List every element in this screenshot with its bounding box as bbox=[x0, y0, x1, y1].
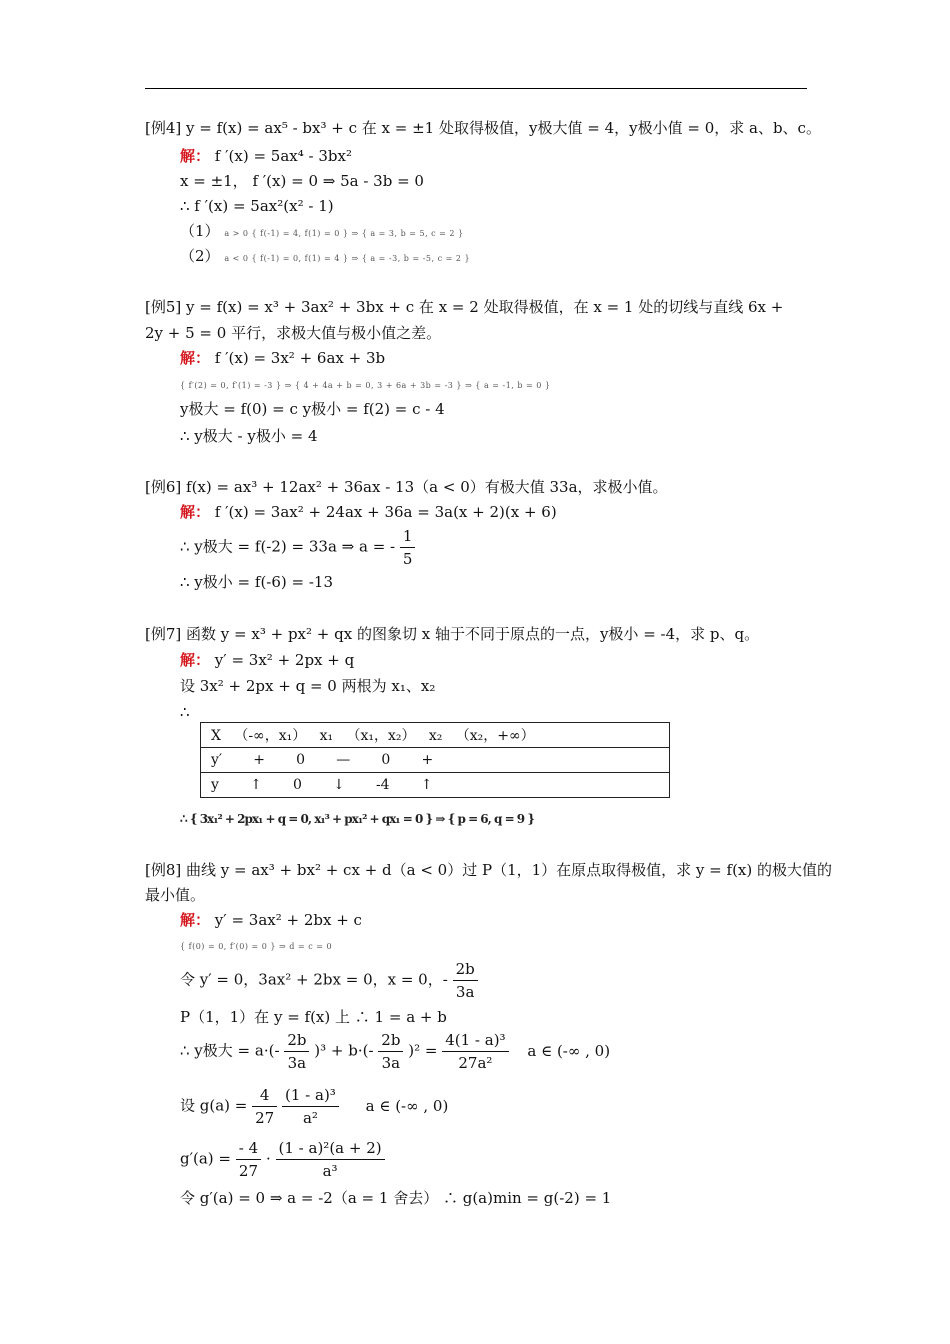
case-2-formula: a < 0 { f(-1) = 0, f(1) = 4 } ⇒ { a = -3, b = -5, c = 2 } bbox=[224, 254, 471, 263]
table-row bbox=[201, 723, 670, 748]
fraction-numerator: - 4 bbox=[236, 1137, 261, 1160]
line-6-domain: a ∈ (-∞ , 0) bbox=[365, 1096, 449, 1115]
example-6-line-1: f ′(x) = 3ax² + 24ax + 36a = 3a(x + 2)(x + 6) bbox=[214, 503, 557, 521]
example-8-line-8: 令 g′(a) = 0 ⇒ a = -2（a = 1 舍去） ∴ g(a)min = g(-2) = 1 bbox=[180, 1189, 612, 1207]
example-5-line-1: f ′(x) = 3x² + 6ax + 3b bbox=[214, 349, 386, 367]
fraction-2b-3a bbox=[284, 1029, 309, 1074]
fraction-numerator: 2b bbox=[378, 1029, 403, 1052]
table-cell: X （-∞，x₁） x₁ （x₁，x₂） x₂ （x₂，+∞） bbox=[201, 723, 670, 748]
solution-label: 解： bbox=[180, 503, 211, 521]
table-cell: y ↑ 0 ↓ -4 ↑ bbox=[201, 773, 670, 798]
example-6-line-3: ∴ y极小 = f(-6) = -13 bbox=[180, 573, 334, 591]
example-4-title: [例4] y = f(x) = ax⁵ - bx³ + c 在 x = ±1 处取得极值，y极大值 = 4，y极小值 = 0，求 a、b、c。 bbox=[145, 119, 821, 137]
example-4-case-2 bbox=[180, 246, 470, 269]
example-4-solution bbox=[180, 146, 352, 166]
example-8-solution bbox=[180, 910, 362, 930]
fraction-2b-3a bbox=[453, 958, 478, 1003]
example-7-solution bbox=[180, 650, 354, 670]
fraction-g bbox=[282, 1084, 339, 1129]
example-7-line-1: y′ = 3x² + 2px + q bbox=[214, 651, 355, 669]
table-cell: y′ + 0 — 0 + bbox=[201, 748, 670, 773]
fraction-denominator: 27 bbox=[238, 1162, 259, 1180]
line-6-part-a: 设 g(a) = bbox=[180, 1096, 248, 1115]
line-5-part-b: )³ + b·(- bbox=[314, 1041, 374, 1060]
example-8-line-4: P（1，1）在 y = f(x) 上 ∴ 1 = a + b bbox=[180, 1008, 447, 1026]
solution-label: 解： bbox=[180, 651, 211, 669]
example-7-line-2: 设 3x² + 2px + q = 0 两根为 x₁、x₂ bbox=[180, 677, 436, 695]
fraction-denominator: 3a bbox=[381, 1054, 401, 1072]
example-5-system: { f′(2) = 0, f′(1) = -3 } ⇒ { 4 + 4a + b = 0, 3 + 6a + 3b = -3 } ⇒ { a = -1, b = 0 } bbox=[180, 381, 551, 390]
fraction-one-fifth bbox=[400, 525, 416, 570]
fraction-4-27 bbox=[252, 1084, 277, 1129]
fraction-2b-3a bbox=[378, 1029, 403, 1074]
example-4-case-1 bbox=[180, 221, 464, 244]
fraction-neg4-27 bbox=[236, 1137, 261, 1182]
example-8-title-line-1: [例8] 曲线 y = ax³ + bx² + cx + d（a < 0）过 P（1，1）在原点取得极值，求 y = f(x) 的极大值的 bbox=[145, 861, 832, 879]
example-8-line-3 bbox=[180, 958, 478, 1003]
example-8-line-1: y′ = 3ax² + 2bx + c bbox=[214, 911, 362, 929]
example-4-line-3: ∴ f ′(x) = 5ax²(x² - 1) bbox=[180, 197, 334, 215]
example-7-line-3 bbox=[180, 808, 534, 829]
example-8-line-2 bbox=[180, 934, 332, 957]
line-5-part-c: )² = bbox=[408, 1041, 438, 1060]
multiplication-dot: · bbox=[265, 1149, 271, 1168]
example-5-title-line-2: 2y + 5 = 0 平行，求极大值与极小值之差。 bbox=[145, 324, 442, 342]
fraction-numerator: 1 bbox=[400, 525, 416, 548]
fraction-numerator: (1 - a)³ bbox=[282, 1084, 339, 1107]
solution-label: 解： bbox=[180, 349, 211, 367]
top-rule bbox=[145, 88, 807, 89]
solution-label: 解： bbox=[180, 911, 211, 929]
example-6-solution bbox=[180, 502, 557, 522]
fraction-ymax bbox=[442, 1029, 508, 1074]
example-7-title: [例7] 函数 y = x³ + px² + qx 的图象切 x 轴于不同于原点的一点，y极小 = -4，求 p、q。 bbox=[145, 625, 760, 643]
therefore-symbol: ∴ bbox=[180, 703, 190, 721]
fraction-denominator: 27 bbox=[255, 1109, 275, 1127]
example-8-line-6 bbox=[180, 1084, 448, 1129]
example-4-line-1: f ′(x) = 5ax⁴ - 3bx² bbox=[214, 147, 352, 165]
sign-table bbox=[200, 722, 670, 798]
case-1-formula: a > 0 { f(-1) = 4, f(1) = 0 } ⇒ { a = 3, b = 5, c = 2 } bbox=[224, 229, 464, 238]
fraction-denominator: 3a bbox=[287, 1054, 307, 1072]
example-5-line-3: y极大 = f(0) = c y极小 = f(2) = c - 4 bbox=[180, 400, 445, 418]
example-4-line-2: x = ±1， f ′(x) = 0 ⇒ 5a - 3b = 0 bbox=[180, 172, 424, 190]
fraction-numerator: 4 bbox=[252, 1084, 277, 1107]
fraction-denominator: a² bbox=[302, 1109, 318, 1127]
fraction-numerator: 2b bbox=[453, 958, 478, 981]
example-8-line-7 bbox=[180, 1137, 385, 1182]
line-5-part-a: ∴ y极大 = a·(- bbox=[180, 1041, 280, 1060]
fraction-gprime bbox=[276, 1137, 385, 1182]
example-8-system: { f(0) = 0, f′(0) = 0 } ⇒ d = c = 0 bbox=[180, 942, 333, 951]
example-7-system: ∴ { 3x₁² + 2px₁ + q = 0, x₁³ + px₁² + qx₁ = 0 } ⇒ { p = 6, q = 9 } bbox=[180, 812, 535, 826]
line-5-domain: a ∈ (-∞ , 0) bbox=[527, 1041, 611, 1060]
example-5-solution bbox=[180, 348, 385, 368]
solution-label: 解： bbox=[180, 147, 211, 165]
case-1-prefix: （1） bbox=[180, 222, 220, 240]
example-8-line-5 bbox=[180, 1029, 610, 1074]
example-8-title-line-2: 最小值。 bbox=[145, 886, 206, 904]
fraction-numerator: (1 - a)²(a + 2) bbox=[276, 1137, 385, 1160]
example-6-line-2 bbox=[180, 525, 415, 570]
example-6-title: [例6] f(x) = ax³ + 12ax² + 36ax - 13（a < 0）有极大值 33a，求极小值。 bbox=[145, 478, 668, 496]
fraction-numerator: 2b bbox=[284, 1029, 309, 1052]
example-5-line-4: ∴ y极大 - y极小 = 4 bbox=[180, 427, 318, 445]
fraction-numerator: 4(1 - a)³ bbox=[442, 1029, 508, 1052]
example-5-line-2 bbox=[180, 373, 551, 396]
example-8-line-3-text: 令 y′ = 0，3ax² + 2bx = 0，x = 0，- bbox=[180, 970, 448, 989]
table-row bbox=[201, 748, 670, 773]
example-5-title-line-1: [例5] y = f(x) = x³ + 3ax² + 3bx + c 在 x = 2 处取得极值，在 x = 1 处的切线与直线 6x + bbox=[145, 298, 784, 316]
line-7-part-a: g′(a) = bbox=[180, 1149, 231, 1168]
fraction-denominator: 27a² bbox=[458, 1054, 493, 1072]
table-row bbox=[201, 773, 670, 798]
example-6-line-2-text: ∴ y极大 = f(-2) = 33a ⇒ a = - bbox=[180, 537, 396, 556]
fraction-denominator: 5 bbox=[402, 550, 413, 568]
case-2-prefix: （2） bbox=[180, 247, 220, 265]
fraction-denominator: 3a bbox=[455, 983, 475, 1001]
fraction-denominator: a³ bbox=[322, 1162, 338, 1180]
